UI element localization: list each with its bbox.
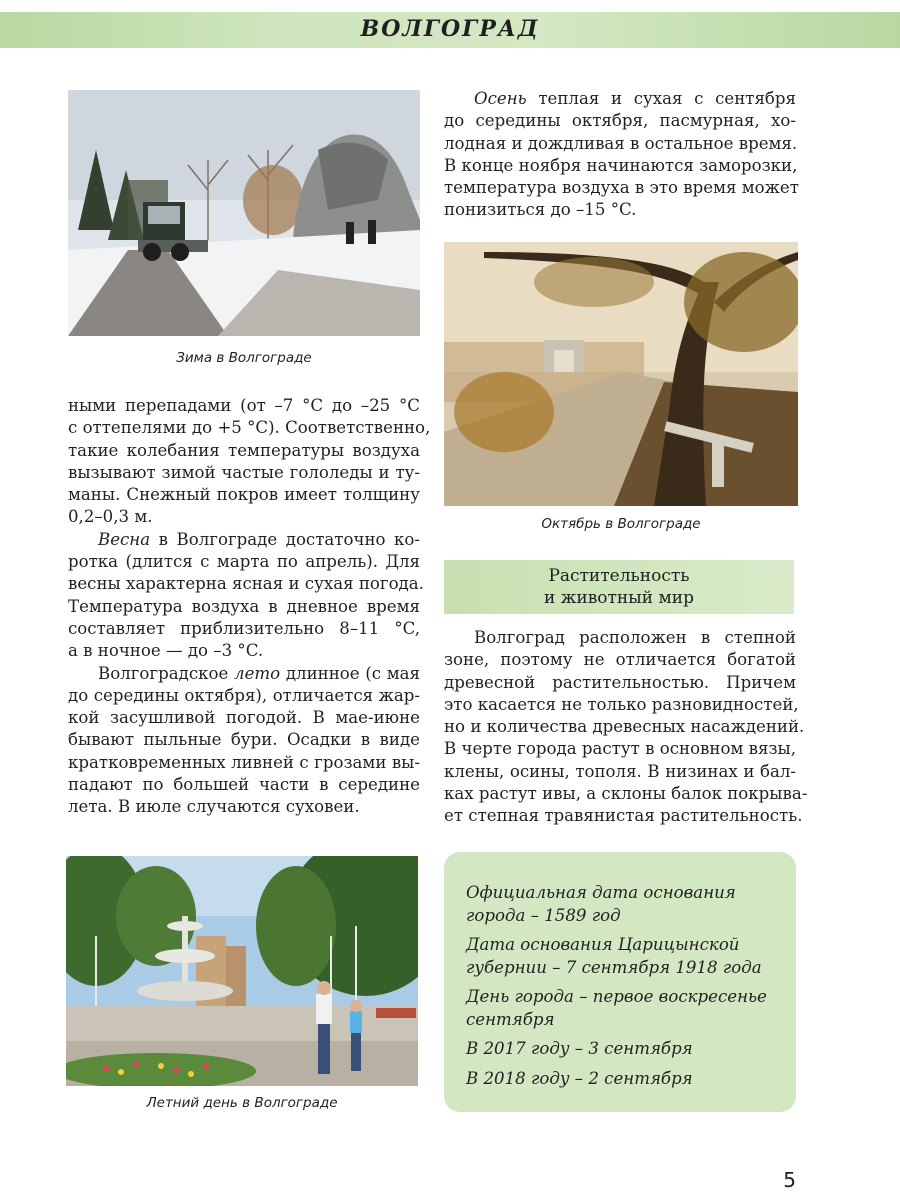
- text-line: вызывают зимой частые гололеды и ту-: [68, 462, 420, 482]
- text-fragment: в Волгограде достаточно ко-: [150, 529, 420, 549]
- text-line: до середины октября, пасмурная, хо-: [444, 111, 796, 131]
- fact-item: День города – первое воскресенье сентября: [466, 987, 767, 1029]
- text-line: [68, 529, 420, 551]
- summer-photo: [66, 856, 418, 1086]
- facts-box: [444, 852, 796, 1112]
- text-line: ротка (длится с марта по апрель). Для: [68, 552, 420, 572]
- text-line: В конце ноября начинаются заморозки,: [444, 155, 798, 175]
- text-line: бывают пыльные бури. Осадки в виде: [68, 730, 420, 750]
- left-column-text: [68, 395, 431, 819]
- text-line: Температура воздуха в дневное время: [68, 596, 420, 616]
- text-line: такие колебания температуры воздуха: [68, 440, 420, 460]
- text-line: ными перепадами (от –7 °C до –25 °C: [68, 396, 420, 415]
- text-line: до середины октября), отличается жар-: [68, 685, 420, 705]
- october-photo: [444, 242, 798, 506]
- text-line: понизиться до –15 °C.: [444, 200, 637, 220]
- fact-item: Официальная дата основания города – 1589 год: [466, 883, 736, 925]
- page-number: 5: [783, 1168, 796, 1192]
- spring-word: Весна: [98, 529, 151, 549]
- text-line: [68, 663, 420, 685]
- fact-item: Дата основания Царицынской губернии – 7 сентября 1918 года: [466, 935, 762, 977]
- right-column-autumn: [444, 88, 799, 222]
- right-column-flora: [444, 627, 808, 828]
- paragraph-summer: [68, 663, 420, 819]
- text-line: кой засушливой погодой. В мае-июне: [68, 708, 420, 728]
- winter-photo: [68, 90, 420, 336]
- text-fragment: теплая и сухая с сентября: [526, 89, 796, 108]
- text-line: но и количества древесных насаждений.: [444, 717, 805, 737]
- text-line: Волгоград расположен в степной: [474, 628, 796, 647]
- text-line: кратковременных ливней с грозами вы-: [68, 752, 420, 772]
- fact-item: В 2017 году – 3 сентября: [466, 1039, 693, 1058]
- text-line: температура воздуха в это время может: [444, 178, 799, 198]
- summer-word: лето: [234, 663, 281, 683]
- text-line: ках растут ивы, а склоны балок покрыва-: [444, 784, 808, 804]
- section-heading-flora: [444, 560, 794, 614]
- autumn-word: Осень: [474, 89, 527, 108]
- section-title-line: и животный мир: [544, 588, 694, 608]
- text-line: 0,2–0,3 м.: [68, 507, 153, 527]
- text-line: лодная и дождливая в остальное время.: [444, 133, 798, 153]
- section-title-line: Растительность: [548, 566, 690, 586]
- caption-summer: Летний день в Волгограде: [146, 1095, 338, 1111]
- text-line: составляет приблизительно 8–11 °C,: [68, 618, 420, 638]
- paragraph-winter-end: [68, 395, 431, 529]
- paragraph-flora: [444, 627, 808, 828]
- text-line: маны. Снежный покров имеет толщину: [68, 485, 420, 505]
- text-line: весны характерна ясная и сухая погода.: [68, 574, 424, 594]
- fact-item: В 2018 году – 2 сентября: [466, 1068, 693, 1088]
- text-line: а в ночное — до –3 °C.: [68, 641, 264, 661]
- caption-winter: Зима в Волгограде: [176, 350, 312, 366]
- text-line: древесной растительностью. Причем: [444, 672, 796, 692]
- text-line: это касается не только разновидностей,: [444, 694, 799, 714]
- text-line: [444, 88, 796, 110]
- text-line: ет степная травянистая растительность.: [444, 806, 803, 826]
- text-line: зоне, поэтому не отличается богатой: [444, 650, 796, 670]
- paragraph-autumn: [444, 88, 799, 222]
- text-line: с оттепелями до +5 °C). Соответственно,: [68, 418, 431, 438]
- text-line: лета. В июле случаются суховеи.: [68, 797, 360, 817]
- text-fragment: длинное (с мая: [280, 663, 421, 683]
- caption-october: Октябрь в Волгограде: [541, 516, 701, 532]
- text-line: В черте города растут в основном вязы,: [444, 739, 796, 759]
- paragraph-spring: [68, 529, 424, 663]
- page-title: ВОЛГОГРАД: [360, 16, 540, 42]
- text-line: клены, осины, тополя. В низинах и бал-: [444, 761, 796, 781]
- text-line: падают по большей части в середине: [68, 775, 420, 795]
- text-fragment: Волгоградское: [98, 663, 235, 683]
